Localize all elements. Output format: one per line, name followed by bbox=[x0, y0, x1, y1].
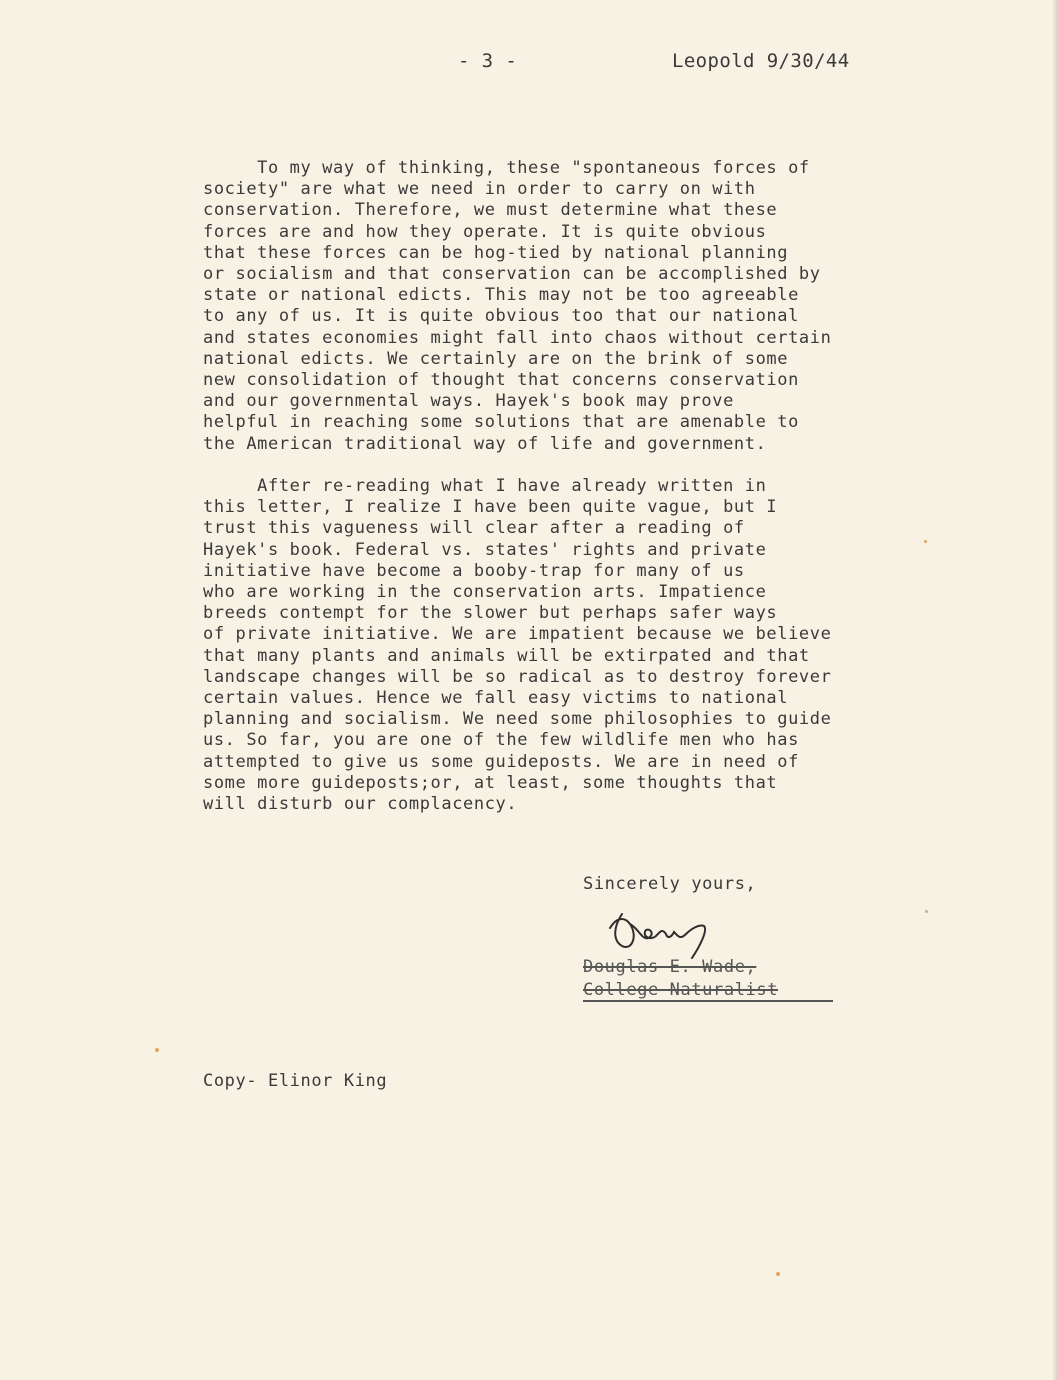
text-line: After re-reading what I have already written in bbox=[203, 476, 767, 496]
text-line: and states economies might fall into chaos without certain bbox=[203, 327, 832, 348]
text-line: the American traditional way of life and government. bbox=[203, 433, 767, 454]
text-line: landscape changes will be so radical as to destroy forever bbox=[203, 666, 832, 687]
text-line: new consolidation of thought that concerns conservation bbox=[203, 370, 799, 391]
page-header bbox=[0, 50, 1058, 74]
text-line: certain values. Hence we fall easy victims to national bbox=[203, 688, 789, 709]
text-line: attempted to give us some guideposts. We are in need of bbox=[203, 751, 799, 772]
text-line: trust this vagueness will clear after a reading of bbox=[203, 518, 745, 539]
paper-speck bbox=[925, 910, 928, 913]
text-line: To my way of thinking, these "spontaneous forces of bbox=[203, 158, 810, 178]
struck-signer-name: Douglas E. Wade, bbox=[583, 957, 757, 977]
text-line: some more guideposts;or, at least, some thoughts that bbox=[203, 772, 778, 793]
text-line: initiative have become a booby-trap for many of us bbox=[203, 560, 745, 581]
text-line: state or national edicts. This may not be too agreeable bbox=[203, 285, 799, 306]
text-line: to any of us. It is quite obvious too that our national bbox=[203, 306, 799, 327]
text-line: helpful in reaching some solutions that are amenable to bbox=[203, 412, 799, 433]
text-line: that many plants and animals will be extirpated and that bbox=[203, 645, 810, 666]
paper-edge-shadow bbox=[1052, 0, 1058, 1380]
text-line: us. So far, you are one of the few wildlife men who has bbox=[203, 730, 799, 751]
paper-speck bbox=[924, 540, 927, 543]
copy-recipient: Copy- Elinor King bbox=[203, 1071, 388, 1091]
paper-speck bbox=[776, 1272, 780, 1276]
paragraph-1 bbox=[203, 158, 948, 455]
closing-salutation: Sincerely yours, bbox=[583, 874, 757, 894]
text-line: of private initiative. We are impatient because we believe bbox=[203, 624, 832, 645]
text-line: planning and socialism. We need some philosophies to guide bbox=[203, 709, 832, 730]
handwritten-signature bbox=[608, 906, 728, 961]
text-line: and our governmental ways. Hayek's book may prove bbox=[203, 391, 734, 412]
text-line: conservation. Therefore, we must determine what these bbox=[203, 200, 778, 221]
text-line: will disturb our complacency. bbox=[203, 794, 518, 815]
text-line: that these forces can be hog-tied by national planning bbox=[203, 242, 789, 263]
typed-underline bbox=[583, 1000, 833, 1002]
text-line: breeds contempt for the slower but perhaps safer ways bbox=[203, 603, 778, 624]
text-line: society" are what we need in order to carry on with bbox=[203, 179, 756, 200]
text-line: forces are and how they operate. It is quite obvious bbox=[203, 221, 767, 242]
text-line: Hayek's book. Federal vs. states' rights and private bbox=[203, 539, 767, 560]
text-line: who are working in the conservation arts. Impatience bbox=[203, 582, 767, 603]
page-number: - 3 - bbox=[458, 50, 518, 72]
paper-speck bbox=[155, 1048, 159, 1052]
struck-signer-title: College Naturalist bbox=[583, 980, 779, 1000]
paragraph-2 bbox=[203, 476, 948, 815]
text-line: or socialism and that conservation can be accomplished by bbox=[203, 264, 821, 285]
header-reference: Leopold 9/30/44 bbox=[672, 50, 850, 72]
text-line: this letter, I realize I have been quite vague, but I bbox=[203, 497, 778, 518]
text-line: national edicts. We certainly are on the brink of some bbox=[203, 348, 789, 369]
